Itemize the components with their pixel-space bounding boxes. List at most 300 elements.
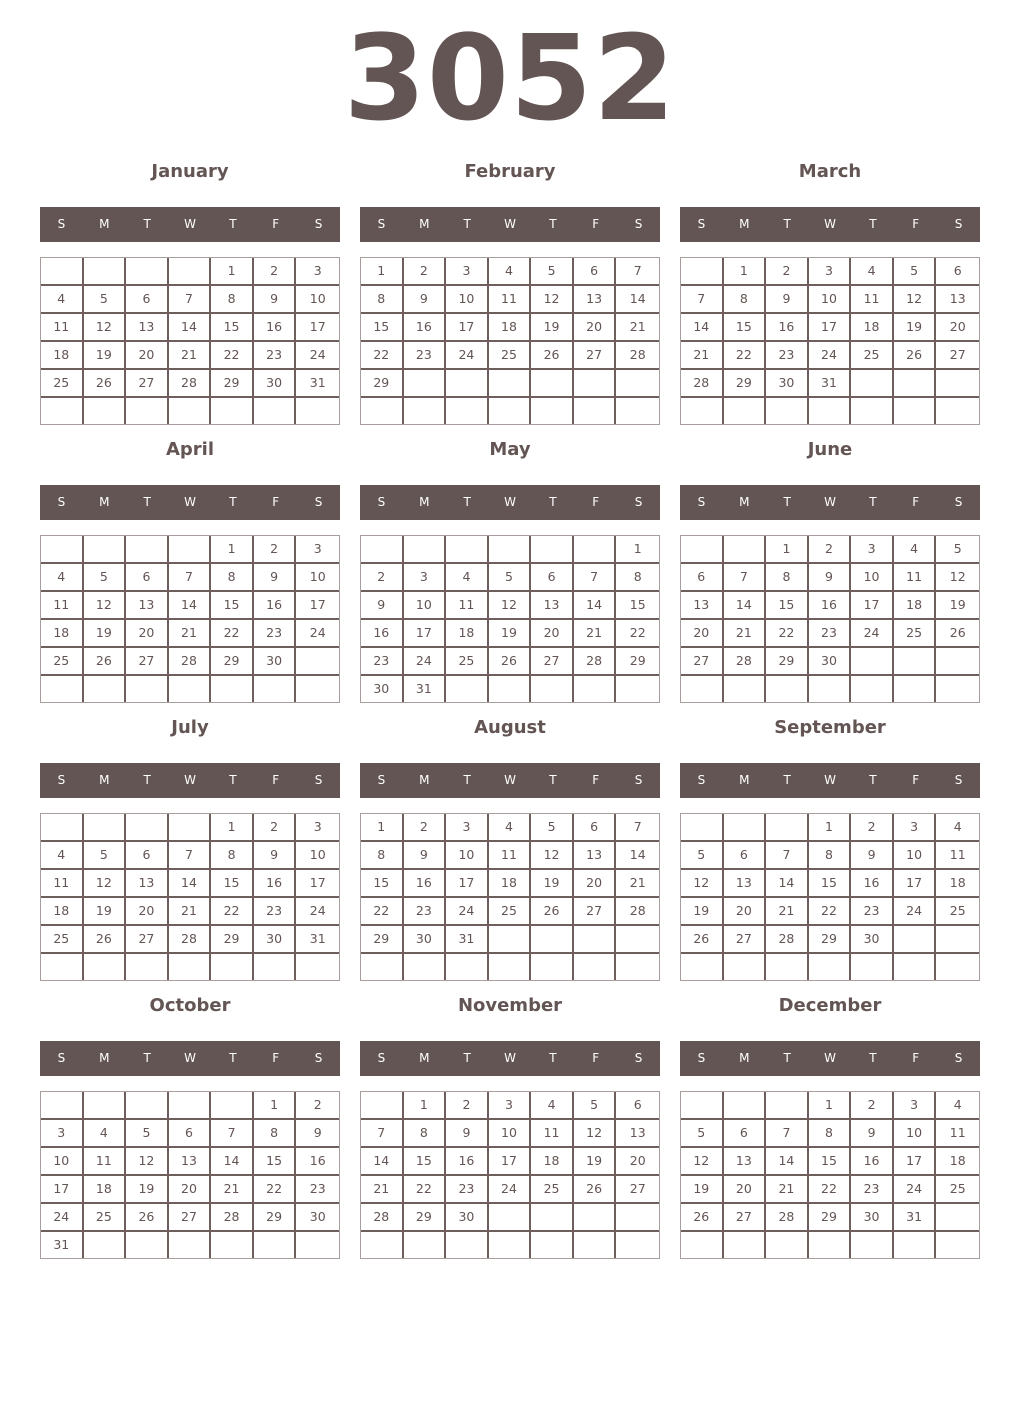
day-cell bbox=[84, 1092, 127, 1120]
day-cell: 25 bbox=[41, 926, 84, 954]
day-cell: 20 bbox=[936, 314, 979, 342]
day-cell: 14 bbox=[616, 842, 659, 870]
weekday-label: M bbox=[419, 773, 430, 787]
day-cell bbox=[169, 1232, 212, 1258]
month-title: June bbox=[807, 439, 853, 460]
day-cell: 5 bbox=[681, 842, 724, 870]
day-cell: 30 bbox=[404, 926, 447, 954]
day-cell bbox=[84, 814, 127, 842]
day-cell: 8 bbox=[361, 286, 404, 314]
day-cell: 8 bbox=[809, 1120, 852, 1148]
day-cell: 1 bbox=[809, 1092, 852, 1120]
day-cell: 4 bbox=[489, 814, 532, 842]
day-cell: 11 bbox=[936, 1120, 979, 1148]
day-cell: 22 bbox=[616, 620, 659, 648]
day-cell bbox=[84, 398, 127, 424]
day-cell bbox=[84, 1232, 127, 1258]
day-cell: 13 bbox=[724, 870, 767, 898]
day-cell: 18 bbox=[851, 314, 894, 342]
day-cell: 27 bbox=[126, 648, 169, 676]
day-cell: 31 bbox=[446, 926, 489, 954]
day-cell: 30 bbox=[254, 370, 297, 398]
day-cell bbox=[616, 954, 659, 980]
day-cell: 23 bbox=[254, 342, 297, 370]
day-cell bbox=[851, 398, 894, 424]
day-cell: 27 bbox=[574, 342, 617, 370]
day-cell: 18 bbox=[936, 1148, 979, 1176]
day-cell: 4 bbox=[936, 814, 979, 842]
day-cell: 5 bbox=[84, 842, 127, 870]
weekday-label: W bbox=[824, 1051, 836, 1065]
weekday-label: T bbox=[549, 1051, 557, 1065]
day-cell bbox=[446, 536, 489, 564]
day-cell: 10 bbox=[41, 1148, 84, 1176]
day-cell: 19 bbox=[489, 620, 532, 648]
day-cell: 8 bbox=[404, 1120, 447, 1148]
day-cell: 12 bbox=[681, 870, 724, 898]
weekday-label: F bbox=[272, 495, 280, 509]
day-cell: 9 bbox=[809, 564, 852, 592]
day-cell: 27 bbox=[681, 648, 724, 676]
day-cell: 11 bbox=[936, 842, 979, 870]
day-cell: 2 bbox=[851, 814, 894, 842]
day-cell: 13 bbox=[126, 592, 169, 620]
day-cell: 16 bbox=[809, 592, 852, 620]
day-cell: 16 bbox=[851, 870, 894, 898]
day-cell: 19 bbox=[84, 342, 127, 370]
weekday-label: S bbox=[697, 1051, 706, 1065]
day-cell bbox=[531, 1232, 574, 1258]
day-cell bbox=[894, 648, 937, 676]
day-cell: 18 bbox=[489, 870, 532, 898]
day-cell: 10 bbox=[296, 564, 339, 592]
day-cell: 7 bbox=[169, 286, 212, 314]
weekday-label: W bbox=[504, 773, 516, 787]
day-cell: 1 bbox=[766, 536, 809, 564]
day-cell: 26 bbox=[84, 370, 127, 398]
weekday-label: S bbox=[314, 773, 323, 787]
day-cell: 21 bbox=[616, 314, 659, 342]
weekday-header-bar bbox=[40, 1041, 340, 1076]
day-cell: 20 bbox=[531, 620, 574, 648]
day-cell bbox=[489, 1232, 532, 1258]
day-cell bbox=[851, 648, 894, 676]
day-cell bbox=[936, 648, 979, 676]
weekday-header-bar bbox=[680, 1041, 980, 1076]
day-cell: 5 bbox=[936, 536, 979, 564]
day-cell bbox=[616, 1204, 659, 1232]
day-cell bbox=[446, 676, 489, 702]
day-cell: 26 bbox=[84, 648, 127, 676]
day-cell: 3 bbox=[446, 814, 489, 842]
day-cell: 10 bbox=[489, 1120, 532, 1148]
day-cell bbox=[361, 1092, 404, 1120]
day-cell: 11 bbox=[84, 1148, 127, 1176]
day-grid bbox=[360, 813, 660, 981]
day-cell: 7 bbox=[681, 286, 724, 314]
day-cell: 27 bbox=[616, 1176, 659, 1204]
day-cell: 24 bbox=[404, 648, 447, 676]
day-grid bbox=[680, 813, 980, 981]
day-cell: 12 bbox=[84, 314, 127, 342]
day-cell: 7 bbox=[766, 1120, 809, 1148]
weekday-header-bar bbox=[360, 1041, 660, 1076]
day-cell: 20 bbox=[574, 314, 617, 342]
day-cell: 17 bbox=[296, 592, 339, 620]
day-cell: 9 bbox=[766, 286, 809, 314]
day-cell: 4 bbox=[41, 286, 84, 314]
day-cell bbox=[84, 676, 127, 702]
day-cell bbox=[616, 370, 659, 398]
day-cell: 13 bbox=[681, 592, 724, 620]
day-cell: 25 bbox=[41, 648, 84, 676]
day-cell bbox=[936, 676, 979, 702]
day-cell bbox=[766, 1232, 809, 1258]
day-grid bbox=[40, 813, 340, 981]
day-cell: 9 bbox=[404, 286, 447, 314]
day-cell: 14 bbox=[169, 592, 212, 620]
day-cell: 24 bbox=[296, 342, 339, 370]
day-cell: 12 bbox=[489, 592, 532, 620]
day-cell: 16 bbox=[254, 592, 297, 620]
day-cell: 17 bbox=[446, 870, 489, 898]
month-title: December bbox=[778, 995, 882, 1016]
day-cell: 21 bbox=[681, 342, 724, 370]
day-cell: 13 bbox=[531, 592, 574, 620]
day-cell: 5 bbox=[681, 1120, 724, 1148]
day-cell: 25 bbox=[84, 1204, 127, 1232]
day-cell: 19 bbox=[681, 898, 724, 926]
year-title: 3052 bbox=[343, 9, 677, 147]
weekday-label: S bbox=[634, 217, 643, 231]
day-cell: 25 bbox=[894, 620, 937, 648]
day-cell bbox=[296, 398, 339, 424]
day-cell: 29 bbox=[361, 370, 404, 398]
weekday-label: S bbox=[697, 217, 706, 231]
day-cell bbox=[254, 398, 297, 424]
day-cell: 9 bbox=[404, 842, 447, 870]
day-cell bbox=[894, 398, 937, 424]
day-cell: 1 bbox=[211, 814, 254, 842]
day-cell bbox=[254, 954, 297, 980]
day-cell: 13 bbox=[724, 1148, 767, 1176]
day-cell: 3 bbox=[851, 536, 894, 564]
day-cell: 4 bbox=[446, 564, 489, 592]
weekday-label: W bbox=[824, 773, 836, 787]
weekday-label: M bbox=[739, 495, 750, 509]
day-cell bbox=[361, 398, 404, 424]
day-cell bbox=[574, 954, 617, 980]
day-cell: 21 bbox=[766, 898, 809, 926]
weekday-label: M bbox=[739, 773, 750, 787]
day-cell: 8 bbox=[616, 564, 659, 592]
day-cell: 3 bbox=[446, 258, 489, 286]
day-cell: 5 bbox=[894, 258, 937, 286]
day-cell: 15 bbox=[254, 1148, 297, 1176]
day-cell: 7 bbox=[574, 564, 617, 592]
day-cell bbox=[126, 1092, 169, 1120]
day-cell: 14 bbox=[169, 870, 212, 898]
weekday-label: S bbox=[57, 495, 66, 509]
weekday-label: M bbox=[419, 1051, 430, 1065]
weekday-label: S bbox=[57, 1051, 66, 1065]
day-cell bbox=[211, 398, 254, 424]
day-cell: 11 bbox=[489, 842, 532, 870]
day-grid bbox=[680, 257, 980, 425]
weekday-label: W bbox=[504, 1051, 516, 1065]
day-cell: 6 bbox=[531, 564, 574, 592]
day-cell bbox=[361, 1232, 404, 1258]
day-cell: 31 bbox=[41, 1232, 84, 1258]
day-cell: 18 bbox=[894, 592, 937, 620]
weekday-label: S bbox=[954, 773, 963, 787]
day-cell: 25 bbox=[851, 342, 894, 370]
day-cell: 25 bbox=[936, 1176, 979, 1204]
day-cell: 10 bbox=[446, 842, 489, 870]
weekday-label: T bbox=[143, 495, 151, 509]
day-cell bbox=[766, 1092, 809, 1120]
weekday-label: F bbox=[592, 773, 600, 787]
day-cell bbox=[724, 536, 767, 564]
day-cell: 18 bbox=[936, 870, 979, 898]
day-cell: 21 bbox=[766, 1176, 809, 1204]
day-cell: 9 bbox=[296, 1120, 339, 1148]
day-cell: 23 bbox=[404, 898, 447, 926]
day-cell: 29 bbox=[616, 648, 659, 676]
day-cell bbox=[404, 536, 447, 564]
day-cell: 7 bbox=[211, 1120, 254, 1148]
day-cell: 17 bbox=[489, 1148, 532, 1176]
day-cell bbox=[169, 954, 212, 980]
weekday-label: T bbox=[549, 495, 557, 509]
day-cell: 11 bbox=[851, 286, 894, 314]
day-cell: 26 bbox=[126, 1204, 169, 1232]
day-cell bbox=[936, 370, 979, 398]
day-cell: 12 bbox=[531, 286, 574, 314]
day-cell: 11 bbox=[41, 870, 84, 898]
weekday-label: T bbox=[869, 773, 877, 787]
day-cell: 19 bbox=[126, 1176, 169, 1204]
day-cell: 4 bbox=[41, 842, 84, 870]
day-cell bbox=[531, 926, 574, 954]
day-cell: 2 bbox=[254, 258, 297, 286]
day-cell bbox=[84, 536, 127, 564]
day-cell bbox=[169, 536, 212, 564]
day-cell: 14 bbox=[616, 286, 659, 314]
day-cell bbox=[41, 258, 84, 286]
day-cell bbox=[681, 258, 724, 286]
day-cell: 24 bbox=[489, 1176, 532, 1204]
weekday-label: T bbox=[783, 495, 791, 509]
day-cell bbox=[574, 676, 617, 702]
day-cell: 27 bbox=[724, 926, 767, 954]
day-cell: 9 bbox=[851, 1120, 894, 1148]
day-cell: 12 bbox=[894, 286, 937, 314]
day-cell: 25 bbox=[531, 1176, 574, 1204]
day-cell: 17 bbox=[809, 314, 852, 342]
day-cell: 30 bbox=[361, 676, 404, 702]
day-cell bbox=[84, 954, 127, 980]
day-cell bbox=[936, 1204, 979, 1232]
day-cell bbox=[446, 954, 489, 980]
weekday-label: M bbox=[99, 1051, 110, 1065]
day-cell bbox=[169, 258, 212, 286]
day-cell: 11 bbox=[446, 592, 489, 620]
day-cell: 26 bbox=[681, 926, 724, 954]
day-cell: 24 bbox=[296, 898, 339, 926]
day-cell: 4 bbox=[531, 1092, 574, 1120]
day-cell: 28 bbox=[724, 648, 767, 676]
day-cell: 8 bbox=[724, 286, 767, 314]
day-cell bbox=[41, 536, 84, 564]
day-cell: 5 bbox=[531, 258, 574, 286]
weekday-label: S bbox=[377, 495, 386, 509]
day-cell: 6 bbox=[126, 286, 169, 314]
day-cell: 4 bbox=[41, 564, 84, 592]
day-cell: 22 bbox=[211, 342, 254, 370]
day-cell bbox=[809, 398, 852, 424]
day-cell: 21 bbox=[724, 620, 767, 648]
day-cell: 23 bbox=[766, 342, 809, 370]
day-cell bbox=[446, 398, 489, 424]
day-cell: 22 bbox=[211, 898, 254, 926]
day-cell bbox=[766, 398, 809, 424]
day-cell bbox=[211, 954, 254, 980]
day-cell: 1 bbox=[724, 258, 767, 286]
day-cell: 2 bbox=[851, 1092, 894, 1120]
day-cell bbox=[296, 954, 339, 980]
day-cell: 10 bbox=[296, 286, 339, 314]
day-cell bbox=[169, 1092, 212, 1120]
day-cell: 3 bbox=[894, 814, 937, 842]
day-cell bbox=[531, 398, 574, 424]
day-cell: 27 bbox=[574, 898, 617, 926]
day-cell: 16 bbox=[296, 1148, 339, 1176]
day-cell: 20 bbox=[574, 870, 617, 898]
month-title: October bbox=[149, 995, 231, 1016]
weekday-label: F bbox=[912, 495, 920, 509]
day-cell: 3 bbox=[41, 1120, 84, 1148]
day-cell bbox=[489, 926, 532, 954]
weekday-label: S bbox=[697, 773, 706, 787]
day-cell: 22 bbox=[361, 342, 404, 370]
day-cell bbox=[489, 398, 532, 424]
day-cell bbox=[41, 954, 84, 980]
day-cell: 16 bbox=[254, 314, 297, 342]
day-cell: 28 bbox=[616, 898, 659, 926]
day-cell: 1 bbox=[361, 814, 404, 842]
day-cell: 14 bbox=[724, 592, 767, 620]
day-cell bbox=[41, 676, 84, 702]
day-cell: 26 bbox=[489, 648, 532, 676]
day-cell: 23 bbox=[446, 1176, 489, 1204]
day-cell bbox=[126, 398, 169, 424]
day-cell: 11 bbox=[489, 286, 532, 314]
day-cell: 17 bbox=[446, 314, 489, 342]
day-cell bbox=[531, 954, 574, 980]
day-cell: 17 bbox=[296, 870, 339, 898]
weekday-label: T bbox=[549, 217, 557, 231]
day-cell: 22 bbox=[724, 342, 767, 370]
day-cell bbox=[894, 370, 937, 398]
day-cell bbox=[894, 1232, 937, 1258]
day-cell: 14 bbox=[169, 314, 212, 342]
day-cell bbox=[616, 676, 659, 702]
month-title: February bbox=[464, 161, 556, 182]
day-cell: 8 bbox=[211, 842, 254, 870]
day-cell: 27 bbox=[531, 648, 574, 676]
day-cell: 15 bbox=[211, 592, 254, 620]
weekday-label: F bbox=[272, 217, 280, 231]
day-cell: 14 bbox=[766, 1148, 809, 1176]
day-cell: 29 bbox=[211, 370, 254, 398]
day-grid bbox=[360, 257, 660, 425]
day-cell: 24 bbox=[809, 342, 852, 370]
month-title: July bbox=[171, 717, 209, 738]
day-grid bbox=[360, 1091, 660, 1259]
day-cell: 24 bbox=[894, 1176, 937, 1204]
day-cell: 28 bbox=[169, 926, 212, 954]
day-cell: 11 bbox=[894, 564, 937, 592]
weekday-label: W bbox=[184, 773, 196, 787]
weekday-header-bar bbox=[360, 207, 660, 242]
day-cell: 18 bbox=[84, 1176, 127, 1204]
day-cell bbox=[531, 1204, 574, 1232]
day-cell bbox=[681, 814, 724, 842]
day-cell bbox=[211, 1092, 254, 1120]
day-cell: 2 bbox=[446, 1092, 489, 1120]
day-cell bbox=[404, 954, 447, 980]
day-cell bbox=[211, 1232, 254, 1258]
day-cell: 24 bbox=[894, 898, 937, 926]
day-cell bbox=[936, 926, 979, 954]
day-cell: 15 bbox=[404, 1148, 447, 1176]
day-cell: 6 bbox=[616, 1092, 659, 1120]
day-cell: 12 bbox=[936, 564, 979, 592]
day-cell: 19 bbox=[936, 592, 979, 620]
day-cell: 4 bbox=[489, 258, 532, 286]
weekday-label: M bbox=[99, 217, 110, 231]
weekday-label: S bbox=[314, 1051, 323, 1065]
day-cell bbox=[724, 954, 767, 980]
weekday-label: T bbox=[463, 773, 471, 787]
day-cell: 27 bbox=[126, 370, 169, 398]
weekday-label: T bbox=[869, 1051, 877, 1065]
day-cell bbox=[894, 926, 937, 954]
day-cell: 20 bbox=[616, 1148, 659, 1176]
day-cell bbox=[724, 1092, 767, 1120]
day-cell: 20 bbox=[126, 342, 169, 370]
day-cell bbox=[126, 258, 169, 286]
day-cell: 30 bbox=[851, 926, 894, 954]
day-cell bbox=[446, 1232, 489, 1258]
day-cell: 24 bbox=[446, 898, 489, 926]
day-cell: 29 bbox=[809, 1204, 852, 1232]
day-cell: 15 bbox=[616, 592, 659, 620]
day-cell: 2 bbox=[254, 536, 297, 564]
day-cell: 2 bbox=[361, 564, 404, 592]
day-cell bbox=[254, 1232, 297, 1258]
day-cell: 14 bbox=[211, 1148, 254, 1176]
day-cell: 13 bbox=[936, 286, 979, 314]
day-cell: 30 bbox=[254, 926, 297, 954]
weekday-label: W bbox=[184, 495, 196, 509]
day-cell: 26 bbox=[531, 898, 574, 926]
day-cell bbox=[616, 398, 659, 424]
day-cell: 17 bbox=[404, 620, 447, 648]
day-cell: 17 bbox=[41, 1176, 84, 1204]
day-cell: 6 bbox=[126, 564, 169, 592]
